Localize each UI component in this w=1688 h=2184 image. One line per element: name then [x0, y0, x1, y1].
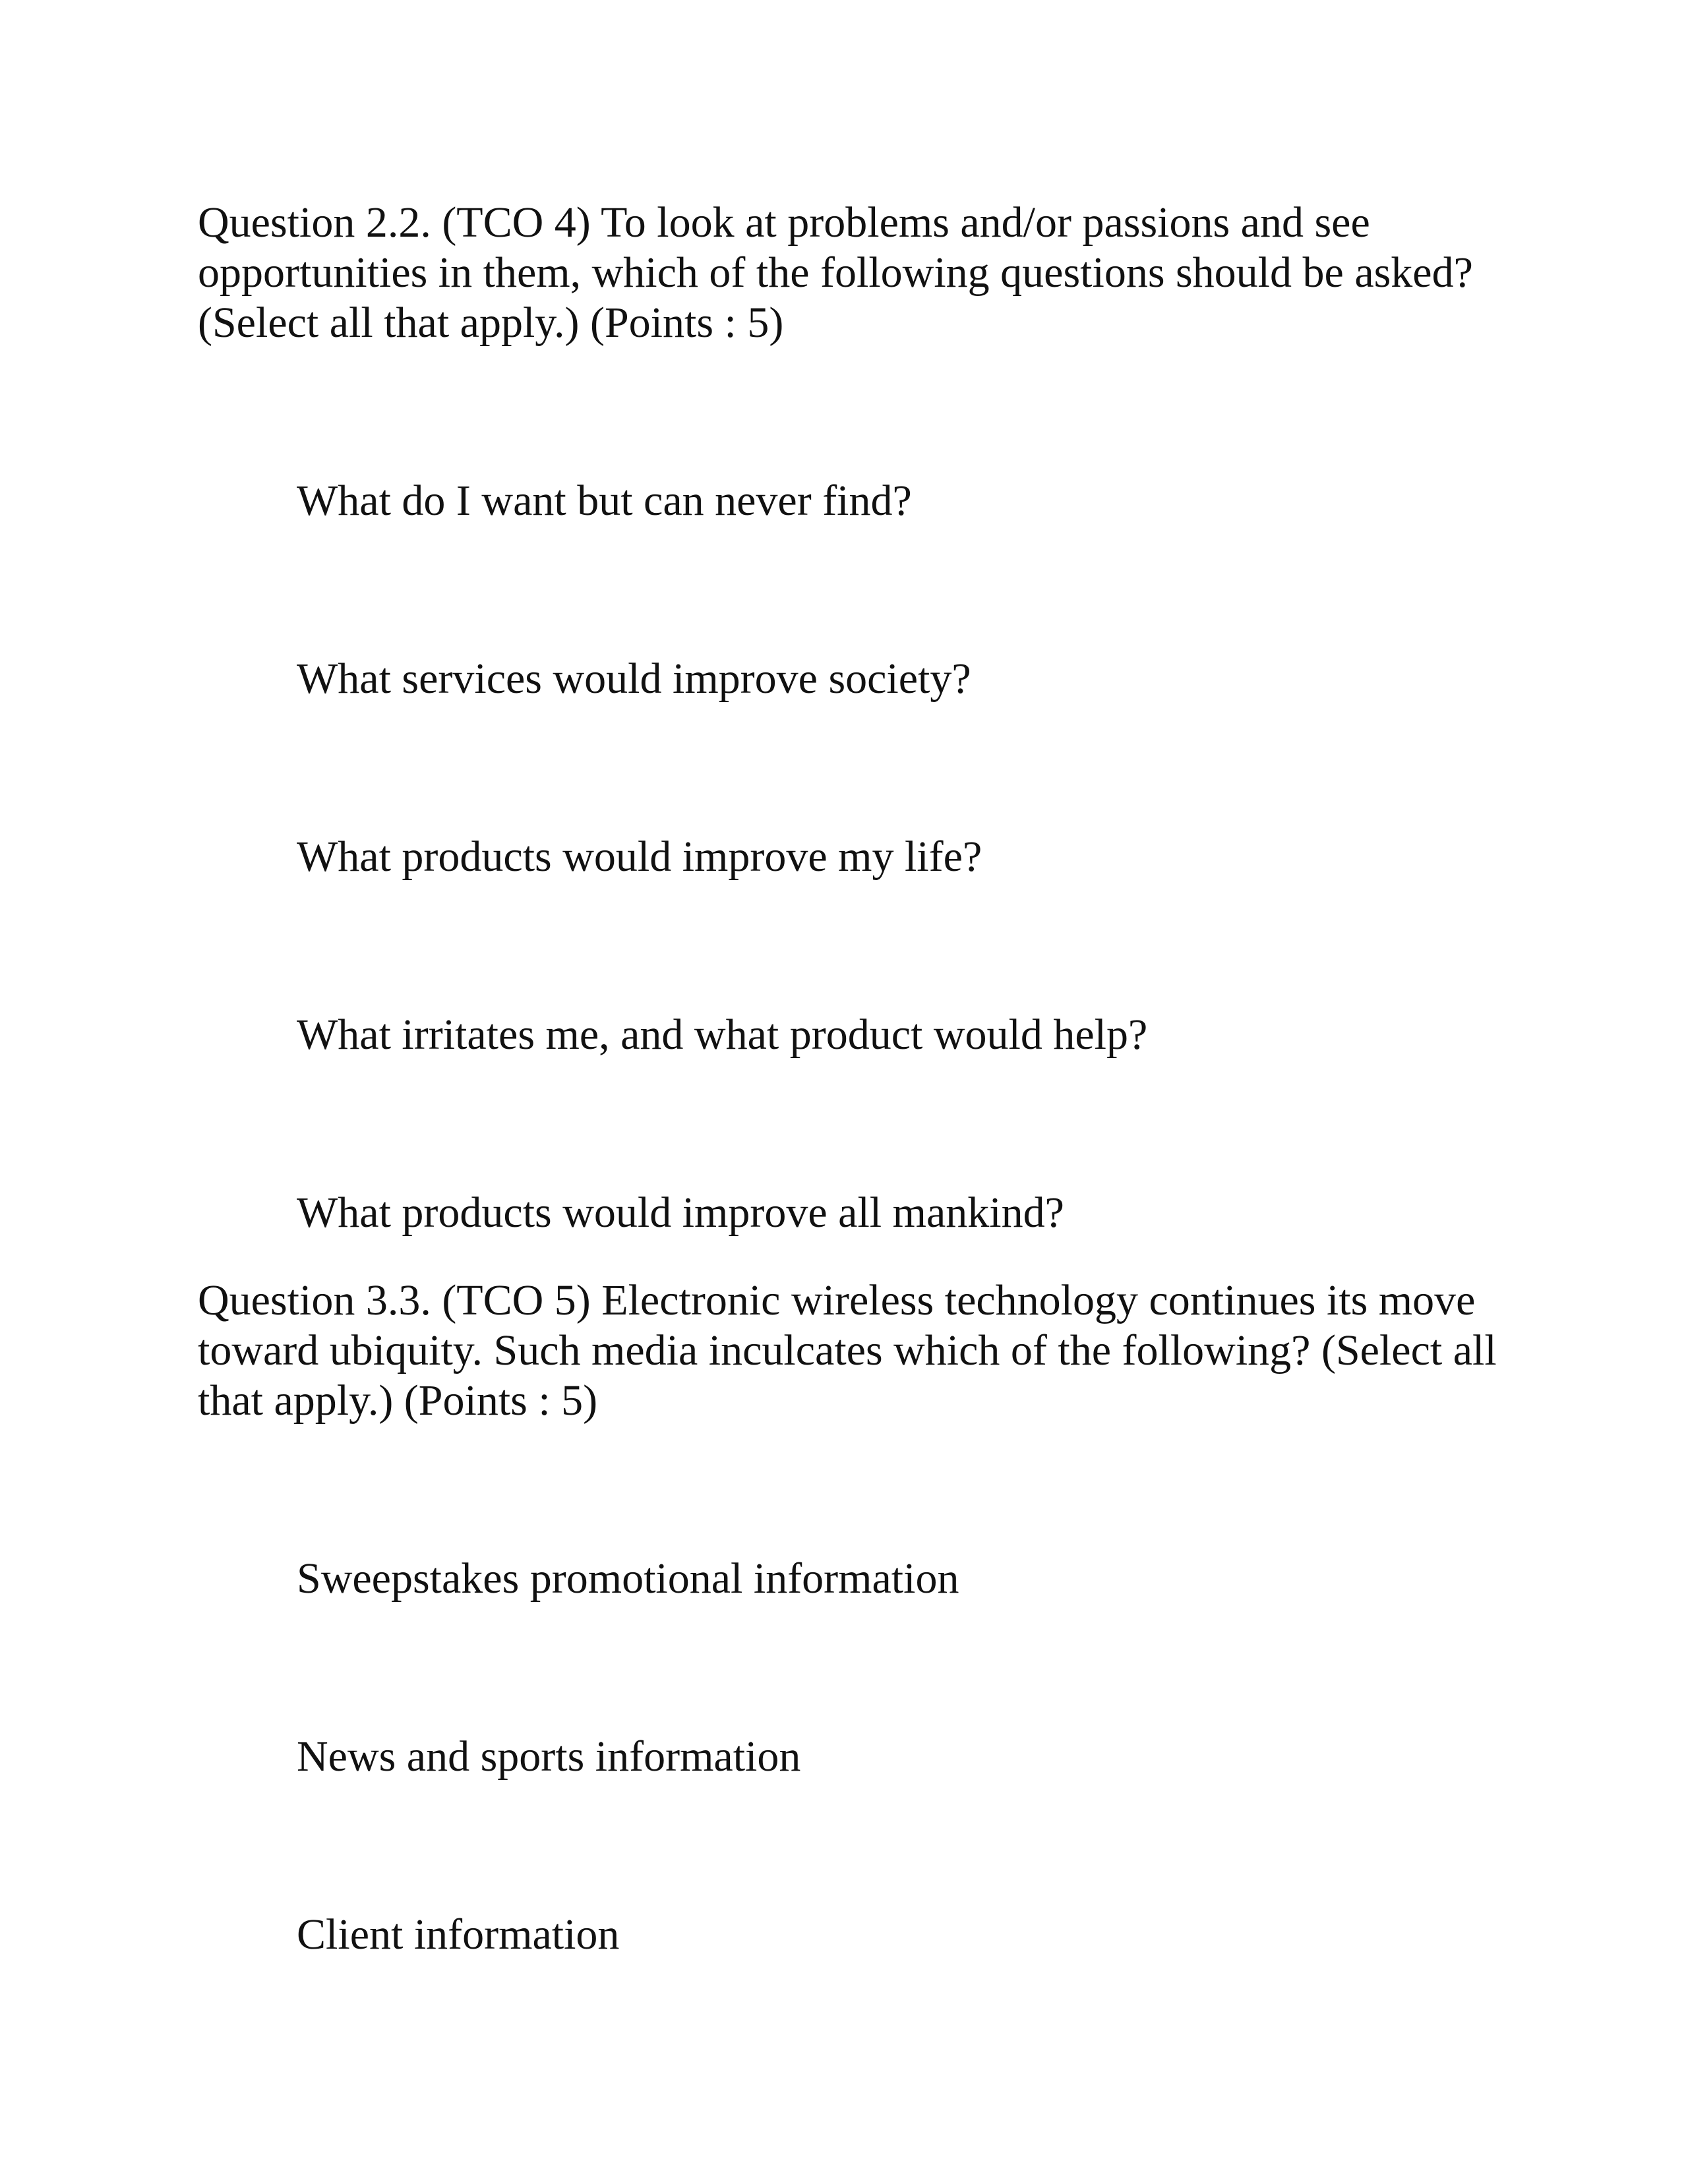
- answer-option[interactable]: What products would improve all mankind?: [297, 1189, 1064, 1237]
- answer-option[interactable]: Sweepstakes promotional information: [297, 1554, 959, 1603]
- answer-option[interactable]: What irritates me, and what product would help?: [297, 1011, 1148, 1059]
- answer-option[interactable]: News and sports information: [297, 1732, 801, 1781]
- answer-option[interactable]: What products would improve my life?: [297, 833, 982, 881]
- question-3-3-text: Question 3.3. (TCO 5) Electronic wireless technology continues its move toward ubiquity. Such media inculcates which of the following? (Select all that apply.) (Points : 5): [198, 1276, 1497, 1425]
- answer-option[interactable]: What services would improve society?: [297, 655, 971, 703]
- answer-option[interactable]: Client information: [297, 1910, 620, 1959]
- question-2-2-text: Question 2.2. (TCO 4) To look at problems and/or passions and see opportunities in them, which of the following questions should be asked? (Select all that apply.) (Points : 5): [198, 198, 1473, 347]
- answer-option[interactable]: What do I want but can never find?: [297, 477, 912, 525]
